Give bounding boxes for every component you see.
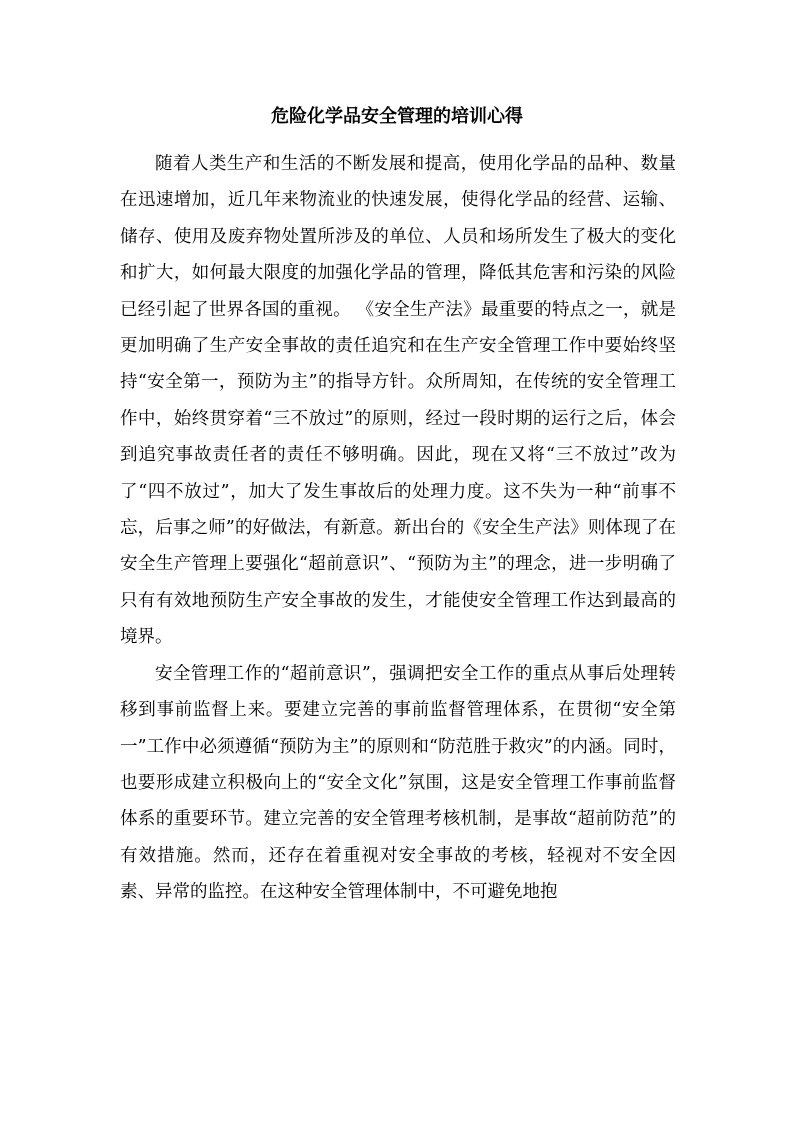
document-body bbox=[120, 146, 676, 911]
paragraph-1: 随着人类生产和生活的不断发展和提高，使用化学品的品种、数量在迅速增加，近几年来物流业的快速发展，使得化学品的经营、运输、储存、使用及废弃物处置所涉及的单位、人员和场所发生了极大的变化和扩大，如何最大限度的加强化学品的管理，降低其危害和污染的风险已经引起了世界各国的重视。 《安全生产法》最重要的特点之一，就是更加明确了生产安全事故的责任追究和在生产安全管理工作中要始终坚持“安全第一，预防为主”的指导方针。众所周知，在传统的安全管理工作中，始终贯穿着“三不放过”的原则，经过一段时期的运行之后，体会到追究事故责任者的责任不够明确。因此，现在又将“三不放过”改为了“四不放过”，加大了发生事故后的处理力度。这不失为一种“前事不忘，后事之师”的好做法，有新意。新出台的《安全生产法》则体现了在安全生产管理上要强化“超前意识”、“预防为主”的理念，进一步明确了只有有效地预防生产安全事故的发生，才能使安全管理工作达到最高的境界。 bbox=[120, 154, 676, 648]
document-title: 危险化学品安全管理的培训心得 bbox=[271, 106, 523, 127]
paragraph-2: 安全管理工作的“超前意识”，强调把安全工作的重点从事后处理转移到事前监督上来。要建立完善的事前监督管理体系，在贯彻“安全第一”工作中必须遵循“预防为主”的原则和“防范胜于救灾”的内涵。同时，也要形成建立积极向上的“安全文化”氛围，这是安全管理工作事前监督体系的重要环节。建立完善的安全管理考核机制，是事故“超前防范”的有效措施。然而，还存在着重视对安全事故的考核，轻视对不安全因素、异常的监控。在这种安全管理体制中，不可避免地抱 bbox=[120, 663, 676, 903]
